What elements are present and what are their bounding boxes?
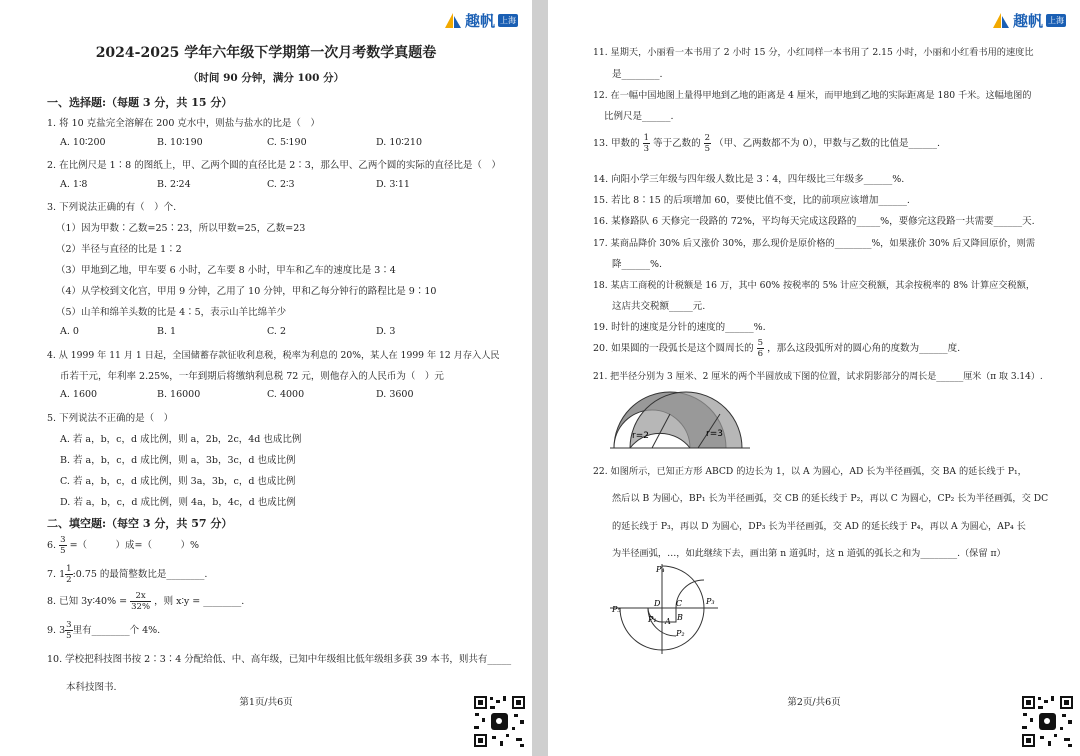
- question-9: 9. 3 $\frac{3}{5}$ 里有________个 4%.: [47, 620, 161, 641]
- question-13: 13. 甲数的 $\frac{1}{3}$ 等于乙数的 $\frac{2}{5}$ （甲、乙两数都不为 0），甲数与乙数的比值是______.: [593, 133, 940, 154]
- question-4-line2: 币若干元，年利率 2.25%，一年到期后将缴纳利息税 72 元，则他存入的人民币为（ ）元: [60, 371, 444, 382]
- q1-option-d: D. 10∶210: [376, 137, 423, 148]
- section-heading-choice: 一、选择题:（每题 3 分，共 15 分）: [47, 96, 233, 109]
- label-p5: P₅: [612, 605, 621, 614]
- question-10-line2: 本科技图书.: [66, 682, 117, 693]
- q1-option-a: A. 10∶200: [60, 137, 106, 148]
- question-17-line2: 降______%.: [612, 259, 663, 270]
- label-a: A: [665, 617, 671, 626]
- question-11-line1: 11. 星期天，小丽看一本书用了 2 小时 15 分，小红同样一本书用了 2.15 小时，小丽和小红看书用的速度比: [593, 47, 1034, 58]
- page-gap: [532, 0, 548, 756]
- question-11-line2: 是________.: [612, 69, 663, 80]
- qr-code: [472, 694, 527, 749]
- label-p1: P₁: [648, 615, 657, 624]
- question-5: 5. 下列说法不正确的是（ ）: [47, 413, 174, 424]
- sail-icon: [442, 12, 462, 30]
- q1-option-b: B. 10∶190: [157, 137, 203, 148]
- question-12-line2: 比例尺是______.: [604, 111, 674, 122]
- q3-option-a: A. 0: [60, 326, 79, 337]
- question-18-line1: 18. 某店工商税的计税额是 16 万，其中 60% 按税率的 5% 计应交税额，其余按税率的 8% 计算应交税额，: [593, 280, 1036, 291]
- question-4-line1: 4. 从 1999 年 11 月 1 日起，全国储蓄存款征收利息税，税率为利息的 20%，某人在 1999 年 12 月存入人民: [47, 350, 500, 361]
- label-p4: P₄: [656, 565, 665, 574]
- qr-code: [1020, 694, 1075, 749]
- q2-option-c: C. 2∶3: [267, 179, 295, 190]
- question-10-line1: 10. 学校把科技图书按 2∶3∶4 分配给低、中、高年级，已知中年级组比低年级组多获 39 本书，则共有_____: [47, 654, 512, 665]
- q3-statement: （2）半径与直径的比是 1∶2: [56, 244, 182, 255]
- question-14: 14. 向阳小学三年级与四年级人数比是 3∶4，四年级比三年级多______%.: [593, 174, 905, 185]
- q4-option-d: D. 3600: [376, 389, 414, 400]
- q2-option-b: B. 2∶24: [157, 179, 191, 190]
- large-radius-label: r=3: [706, 429, 723, 439]
- small-radius-label: r=2: [632, 431, 649, 441]
- exam-page-1: [0, 0, 532, 756]
- q3-statement: （5）山羊和绵羊头数的比是 4∶5，表示山羊比绵羊少: [56, 307, 287, 318]
- question-2: 2. 在比例尺是 1∶8 的图纸上，甲、乙两个圆的直径比是 2∶3，那么甲、乙两个圆的实际的直径比是（ ）: [47, 160, 501, 171]
- brand-tag: 上海: [1048, 16, 1064, 25]
- question-18-line2: 这店共交税额_____元.: [612, 301, 706, 312]
- page-footer: 第1页/共6页: [239, 697, 293, 708]
- question-12-line1: 12. 在一幅中国地图上量得甲地到乙地的距离是 4 厘米，而甲地到乙地的实际距离是 180 千米。这幅地图的: [593, 90, 1032, 101]
- q2-option-a: A. 1∶8: [60, 179, 88, 190]
- q3-option-c: C. 2: [267, 326, 287, 337]
- exam-subtitle: （时间 90 分钟，满分 100 分）: [187, 72, 345, 84]
- page-footer: 第2页/共6页: [787, 697, 841, 708]
- question-22-line3: 的延长线于 P₃，再以 D 为圆心，DP₃ 长为半径画弧，交 AD 的延长线于 P₄，再以 A 为圆心，AP₄ 长: [612, 521, 1026, 532]
- q5-option-a: A. 若 a，b，c，d 成比例，则 a，2b，2c，4d 也成比例: [60, 434, 302, 445]
- exam-page-2: [548, 0, 1080, 756]
- q5-option-d: D. 若 a，b，c，d 成比例，则 4a，b，4c，d 也成比例: [60, 497, 296, 508]
- brand-logo: [442, 10, 518, 31]
- question-8: 8. 已知 3y∶40% = $\frac{2x}{32\%}$ ，则 x∶y = ________.: [47, 591, 245, 612]
- question-3: 3. 下列说法正确的有（ ）个.: [47, 202, 177, 213]
- q3-option-b: B. 1: [157, 326, 177, 337]
- spiral-arcs-figure: [610, 562, 720, 654]
- question-19: 19. 时针的速度是分针的速度的______%.: [593, 322, 766, 333]
- question-20: 20. 如果圆的一段弧长是这个圆周长的 $\frac{5}{6}$ ，那么这段弧所对的圆心角的度数为______度.: [593, 338, 961, 359]
- q5-option-c: C. 若 a，b，c，d 成比例，则 3a，3b，c，d 也成比例: [60, 476, 296, 487]
- q1-option-c: C. 5∶190: [267, 137, 307, 148]
- semicircles-figure: [610, 384, 760, 454]
- brand-logo: [990, 10, 1066, 31]
- label-p2: P₂: [676, 629, 685, 638]
- q4-option-a: A. 1600: [60, 389, 98, 400]
- exam-title: 2024-2025 学年六年级下学期第一次月考数学真题卷: [95, 45, 437, 61]
- label-c: C: [676, 599, 683, 608]
- q3-statement: （3）甲地到乙地，甲车要 6 小时，乙车要 8 小时，甲车和乙车的速度比是 3∶4: [56, 265, 396, 276]
- q3-option-d: D. 3: [376, 326, 396, 337]
- q4-option-c: C. 4000: [267, 389, 305, 400]
- label-p3: P₃: [706, 597, 715, 606]
- question-16: 16. 某修路队 6 天修完一段路的 72%，平均每天完成这段路的_____%，要修完这段路一共需要______天.: [593, 216, 1035, 227]
- question-22-line4: 为半径画弧，…，如此继续下去，画出第 n 道弧时，这 n 道弧的弧长之和为________.（保留 π）: [612, 548, 1006, 559]
- sail-icon: [990, 12, 1010, 30]
- q2-option-d: D. 3∶11: [376, 179, 410, 190]
- question-17-line1: 17. 某商品降价 30% 后又涨价 30%，那么现价是原价格的________%，如果涨价 30% 后又降回原价，则需: [593, 238, 1036, 249]
- question-22-line1: 22. 如图所示，已知正方形 ABCD 的边长为 1，以 A 为圆心，AD 长为半径画弧，交 BA 的延长线于 P₁，: [593, 466, 1027, 477]
- question-6: 6. $\frac{3}{5}$ =（ ）成=（ ）%: [47, 535, 200, 556]
- q5-option-b: B. 若 a，b，c，d 成比例，则 a，3b，3c，d 也成比例: [60, 455, 296, 466]
- question-7: 7. 1 $\frac{1}{2}$ :0.75 的最简整数比是________.: [47, 564, 208, 585]
- brand-name: 趣帆: [464, 13, 495, 30]
- label-b: B: [677, 613, 683, 622]
- label-d: D: [654, 599, 661, 608]
- question-1: 1. 将 10 克盐完全溶解在 200 克水中，则盐与盐水的比是（ ）: [47, 118, 320, 129]
- brand-tag: 上海: [500, 16, 516, 25]
- q4-option-b: B. 16000: [157, 389, 201, 400]
- section-heading-fill: 二、填空题:（每空 3 分，共 57 分）: [47, 517, 233, 530]
- q3-statement: （1）因为甲数∶乙数=25∶23，所以甲数=25，乙数=23: [56, 223, 306, 234]
- q3-statement: （4）从学校到文化宫，甲用 9 分钟，乙用了 10 分钟，甲和乙每分钟行的路程比是 9∶10: [56, 286, 437, 297]
- question-21: 21. 把半径分别为 3 厘米、2 厘米的两个半圆放成下图的位置，试求阴影部分的周长是______厘米（π 取 3.14）.: [593, 372, 1043, 382]
- question-15: 15. 若比 8∶15 的后项增加 60，要使比值不变，比的前项应该增加______.: [593, 195, 910, 206]
- question-22-line2: 然后以 B 为圆心，BP₁ 长为半径画弧，交 CB 的延长线于 P₂，再以 C 为圆心，CP₂ 长为半径画弧，交 DC: [612, 493, 1049, 504]
- brand-name: 趣帆: [1012, 13, 1043, 30]
